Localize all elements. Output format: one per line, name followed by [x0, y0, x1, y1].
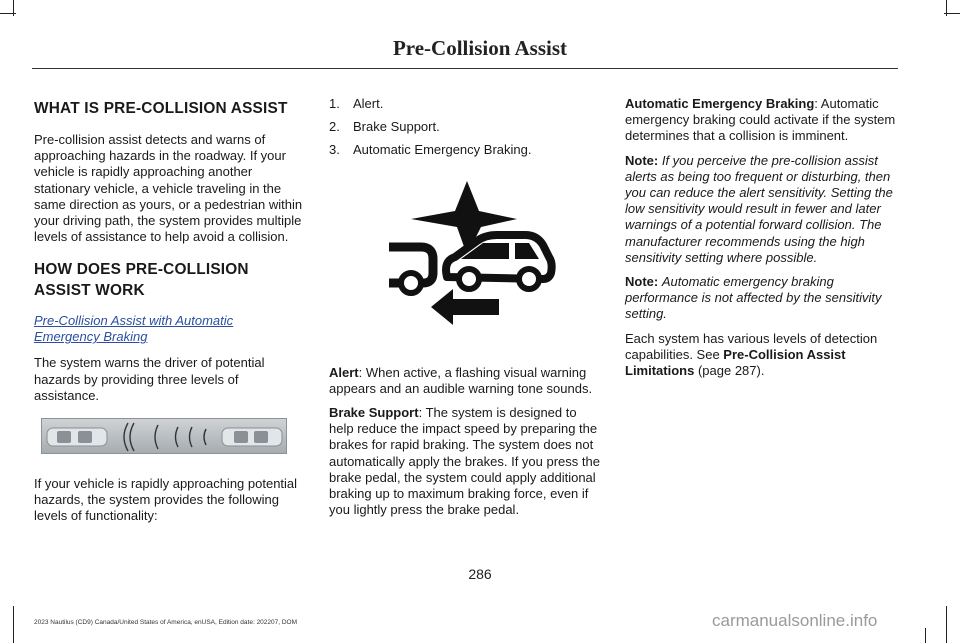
warning-levels-graphic [42, 419, 288, 455]
note-label: Note: [625, 274, 659, 290]
pre-collision-icon [381, 177, 557, 345]
header-divider [32, 68, 898, 69]
page-number: 286 [468, 566, 492, 582]
page-reference: (page 287). [694, 363, 765, 379]
paragraph-aeb [625, 96, 897, 145]
list-item: 3. Automatic Emergency Braking. [329, 142, 532, 158]
heading-how-does-line1: HOW DOES PRE-COLLISION [34, 261, 249, 279]
paragraph-functionality: If your vehicle is rapidly approaching potential hazards, the system provides the following levels of functionality: [34, 476, 298, 524]
paragraph-warns: The system warns the driver of potential hazards by providing three levels of assistance. [34, 355, 265, 403]
crop-mark [944, 13, 960, 14]
crop-mark [925, 628, 926, 643]
note-sensitivity [625, 153, 897, 266]
column-left [34, 96, 306, 525]
column-right [625, 96, 897, 379]
crop-mark [13, 606, 14, 643]
link-line2: Emergency Braking [34, 329, 148, 345]
heading-how-does-line2: ASSIST WORK [34, 282, 145, 300]
column-middle [329, 96, 601, 518]
alert-text: : When active, a flashing visual warning appears and an audible warning tone sounds. [329, 364, 593, 396]
aeb-label: Automatic Emergency Braking [625, 96, 815, 111]
warning-levels-illustration [41, 418, 287, 454]
note-text: If you perceive the pre-collision assist alerts as being too frequent or disturbing, then you can reduce the alert sensitivity. Setting the low sensitivity would result in fewer and later warnings of a potential forward collision. The manufacturer recommends using the high sensitivity setting where possible. [625, 152, 893, 265]
link-pre-collision-video[interactable] [34, 313, 306, 345]
note-text: Automatic emergency braking performance is not affected by the sensitivity setting. [625, 274, 882, 322]
brake-support-label: Brake Support [329, 405, 419, 421]
paragraph-alert [329, 365, 601, 397]
crop-mark [946, 606, 947, 643]
alert-label: Alert [329, 364, 359, 380]
levels-list [329, 96, 601, 159]
page-title: Pre-Collision Assist [392, 36, 568, 60]
list-item: 2. Brake Support. [329, 119, 440, 135]
link-line1: Pre-Collision Assist with Automatic [34, 313, 234, 329]
crop-mark [0, 13, 16, 14]
list-item: 1. Alert. [329, 96, 384, 111]
brake-support-text: : The system is designed to help reduce the impact speed by preparing the brakes for rapid braking. The system does not automatically apply the brakes. If you press the brake pedal, the system could apply additional braking up to maximum braking force, even if you lightly press the brake pedal. [329, 405, 600, 518]
heading-how-does [34, 259, 306, 301]
paragraph-intro: Pre-collision assist detects and warns of approaching hazards in the roadway. If your vehicle is rapidly approaching another stationary vehicle, a vehicle traveling in the same direction as yours, or a pedestrian within your driving path, the system provides multiple levels of assistance to help avoid a collision. [34, 132, 303, 245]
note-label: Note: [625, 152, 659, 168]
paragraph-detection [625, 331, 897, 380]
detection-text: Each system has various levels of detection capabilities. See [625, 330, 878, 362]
watermark: carmanualsonline.info [712, 611, 878, 630]
heading-what-is: WHAT IS PRE-COLLISION ASSIST [34, 100, 288, 117]
edition-info: 2023 Nautilus (CD9) Canada/United States of America, enUSA, Edition date: 202207, DOM [34, 619, 298, 626]
limitations-reference[interactable]: Pre-Collision Assist Limitations [625, 346, 846, 379]
collision-warning-icon [381, 177, 557, 345]
note-aeb-performance [625, 274, 897, 323]
aeb-text: : Automatic emergency braking could activate if the system determines that a collision is imminent. [625, 96, 896, 144]
paragraph-brake-support [329, 405, 601, 518]
